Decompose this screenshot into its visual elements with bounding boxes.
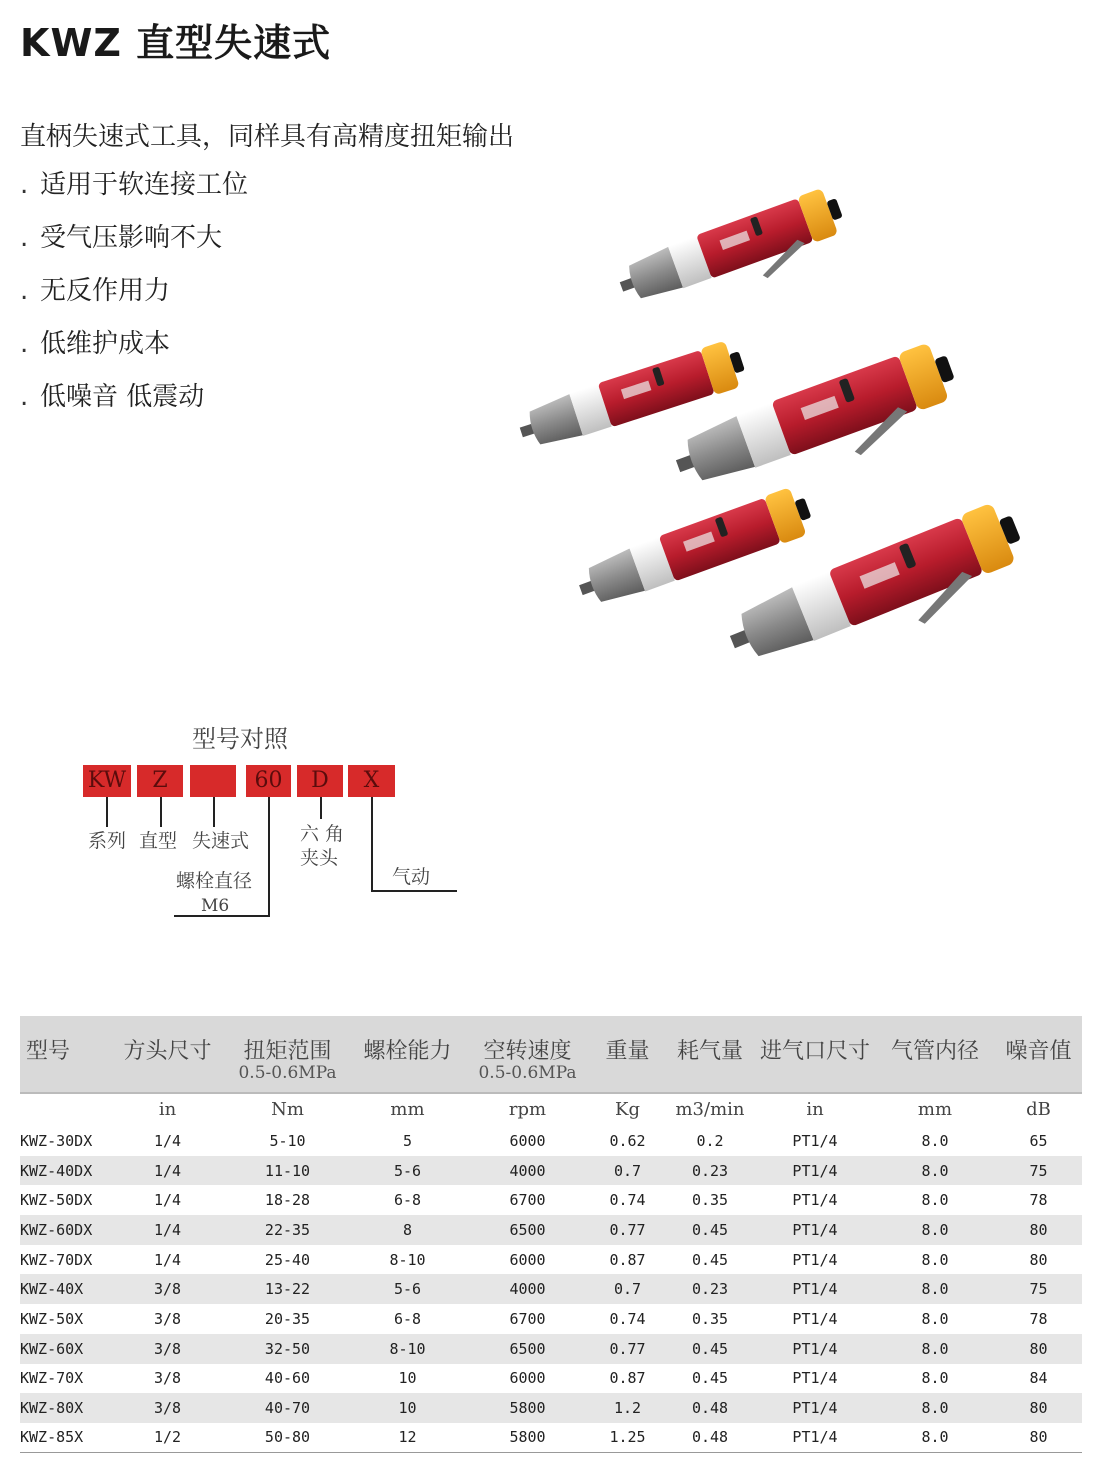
table-row [20,1245,1082,1275]
table-cell: 0.74 [590,1304,665,1334]
table-cell: 80 [995,1423,1082,1453]
label-air: 气动 [392,866,431,888]
table-cell: 0.2 [665,1126,755,1156]
column-header: 螺栓能力 [350,1016,465,1093]
table-cell: 0.45 [665,1245,755,1275]
column-header: 耗气量 [665,1016,755,1093]
table-row [20,1274,1082,1304]
table-cell: 5-6 [350,1156,465,1186]
table-cell: 5-10 [225,1126,350,1156]
bullet: . [20,329,29,359]
connector-line [213,797,215,827]
table-cell: 8 [350,1215,465,1245]
table-cell: 0.7 [590,1274,665,1304]
table-cell: 12 [350,1423,465,1453]
table-cell: 50-80 [225,1423,350,1453]
table-cell: 0.62 [590,1126,665,1156]
table-cell: 5800 [465,1393,590,1423]
table-cell: 8.0 [875,1185,995,1215]
table-cell: 0.45 [665,1215,755,1245]
table-cell: 6000 [465,1245,590,1275]
table-cell: KWZ-50X [20,1304,110,1334]
table-cell: 6500 [465,1334,590,1364]
table-row [20,1185,1082,1215]
table-cell: 22-35 [225,1215,350,1245]
label-bolt-value: M6 [201,896,230,916]
unit-cell: Nm [225,1093,350,1126]
table-row [20,1156,1082,1186]
table-cell: 6000 [465,1364,590,1394]
table-cell: KWZ-60DX [20,1215,110,1245]
table-cell: 6-8 [350,1185,465,1215]
model-code-diagram [80,715,500,935]
table-cell: 0.74 [590,1185,665,1215]
table-cell: 1/4 [110,1215,225,1245]
feature-text: 低维护成本 [40,329,171,359]
table-header-row [20,1016,1082,1093]
table-cell: 84 [995,1364,1082,1394]
table-cell: 0.35 [665,1304,755,1334]
table-cell: 6700 [465,1304,590,1334]
bullet: . [20,223,29,253]
connector-line [320,797,322,819]
table-cell: KWZ-70DX [20,1245,110,1275]
table-cell: 4000 [465,1274,590,1304]
table-cell: 1/4 [110,1245,225,1275]
table-cell: PT1/4 [755,1423,875,1453]
table-cell: 0.23 [665,1274,755,1304]
table-cell: KWZ-50DX [20,1185,110,1215]
table-cell: 6-8 [350,1304,465,1334]
intro-text: 直柄失速式工具，同样具有高精度扭矩输出 [20,122,515,152]
column-header: 型号 [20,1016,110,1093]
connector-line [160,797,162,827]
table-cell: 8.0 [875,1423,995,1453]
table-cell: 0.87 [590,1245,665,1275]
table-body [20,1126,1082,1453]
table-cell: 8.0 [875,1334,995,1364]
table-row [20,1304,1082,1334]
feature-item [20,274,248,327]
table-cell: 78 [995,1304,1082,1334]
tool-image-1 [613,185,854,327]
bullet: . [20,276,29,306]
table-cell: 75 [995,1274,1082,1304]
code-box-air: X [348,765,395,797]
column-header: 方头尺寸 [110,1016,225,1093]
table-cell: 25-40 [225,1245,350,1275]
unit-cell: in [110,1093,225,1126]
table-cell: 0.87 [590,1364,665,1394]
table-cell: 0.35 [665,1185,755,1215]
table-cell: 8.0 [875,1215,995,1245]
table-cell: KWZ-60X [20,1334,110,1364]
table-cell: PT1/4 [755,1393,875,1423]
table-cell: 5-6 [350,1274,465,1304]
unit-cell [20,1093,110,1126]
table-cell: 8.0 [875,1274,995,1304]
table-cell: 8.0 [875,1304,995,1334]
table-unit-row [20,1093,1082,1126]
table-cell: 4000 [465,1156,590,1186]
label-hex-2: 夹头 [300,847,339,869]
table-cell: 0.45 [665,1334,755,1364]
table-cell: 0.48 [665,1423,755,1453]
table-cell: 65 [995,1126,1082,1156]
feature-item [20,168,248,221]
table-cell: 3/8 [110,1393,225,1423]
table-cell: 18-28 [225,1185,350,1215]
table-cell: 80 [995,1215,1082,1245]
table-cell: 0.45 [665,1364,755,1394]
table-cell: 0.7 [590,1156,665,1186]
bullet: . [20,382,29,412]
table-cell: KWZ-40X [20,1274,110,1304]
table-cell: 8.0 [875,1156,995,1186]
table-cell: 1.25 [590,1423,665,1453]
table-cell: 1.2 [590,1393,665,1423]
table-cell: 0.77 [590,1334,665,1364]
label-bolt: 螺栓直径 [176,870,253,892]
table-cell: KWZ-80X [20,1393,110,1423]
feature-text: 低噪音 低震动 [40,382,205,412]
table-cell: 3/8 [110,1304,225,1334]
table-cell: 80 [995,1334,1082,1364]
table-row [20,1364,1082,1394]
table-cell: 8.0 [875,1364,995,1394]
table-row [20,1423,1082,1453]
table-cell: 3/8 [110,1274,225,1304]
bullet: . [20,170,29,200]
unit-cell: dB [995,1093,1082,1126]
table-cell: 8.0 [875,1126,995,1156]
table-cell: 5800 [465,1423,590,1453]
table-cell: 8.0 [875,1245,995,1275]
table-cell: 0.48 [665,1393,755,1423]
feature-item [20,380,248,433]
table-cell: PT1/4 [755,1334,875,1364]
table-cell: 6700 [465,1185,590,1215]
table-cell: PT1/4 [755,1304,875,1334]
table-cell: 0.77 [590,1215,665,1245]
feature-item [20,221,248,274]
diagram-title: 型号对照 [192,725,288,753]
table-cell: PT1/4 [755,1185,875,1215]
table-cell: 1/4 [110,1156,225,1186]
unit-cell: m3/min [665,1093,755,1126]
table-cell: 80 [995,1393,1082,1423]
unit-cell: Kg [590,1093,665,1126]
feature-text: 受气压影响不大 [40,223,223,253]
label-stall: 失速式 [192,830,250,852]
table-cell: KWZ-40DX [20,1156,110,1186]
table-cell: 3/8 [110,1364,225,1394]
column-header: 气管内径 [875,1016,995,1093]
table-cell: PT1/4 [755,1245,875,1275]
code-box-series: KW [83,765,131,797]
table-cell: 40-60 [225,1364,350,1394]
connector-line [371,890,457,892]
table-cell: 78 [995,1185,1082,1215]
column-subheader: 0.5-0.6MPa [238,1063,337,1083]
connector-line [106,797,108,827]
table-cell: 1/4 [110,1185,225,1215]
table-cell: 32-50 [225,1334,350,1364]
feature-list [20,168,248,433]
table-cell: PT1/4 [755,1126,875,1156]
label-hex-1: 六 角 [300,823,345,845]
column-header: 重量 [590,1016,665,1093]
table-cell: 75 [995,1156,1082,1186]
table-cell: 8.0 [875,1393,995,1423]
table-cell: PT1/4 [755,1364,875,1394]
spec-table [20,1016,1082,1453]
column-header: 扭矩范围 0.5-0.6MPa [225,1016,350,1093]
table-cell: 8-10 [350,1245,465,1275]
table-row [20,1393,1082,1423]
table-cell: 10 [350,1393,465,1423]
table-cell: 13-22 [225,1274,350,1304]
table-cell: 5 [350,1126,465,1156]
unit-cell: mm [875,1093,995,1126]
label-series: 系列 [88,830,127,852]
table-cell: KWZ-70X [20,1364,110,1394]
unit-cell: in [755,1093,875,1126]
connector-line [268,797,270,915]
feature-text: 适用于软连接工位 [40,170,249,200]
table-cell: KWZ-30DX [20,1126,110,1156]
code-box-hex: D [297,765,343,797]
table-row [20,1126,1082,1156]
table-cell: PT1/4 [755,1215,875,1245]
table-cell: 6000 [465,1126,590,1156]
table-row [20,1334,1082,1364]
column-header: 噪音值 [995,1016,1082,1093]
product-photo [495,180,1095,680]
feature-item [20,327,248,380]
table-cell: 6500 [465,1215,590,1245]
table-row [20,1215,1082,1245]
table-cell: PT1/4 [755,1274,875,1304]
table-cell: KWZ-85X [20,1423,110,1453]
column-header: 进气口尺寸 [755,1016,875,1093]
table-cell: 1/4 [110,1126,225,1156]
table-cell: 3/8 [110,1334,225,1364]
code-box-stall [190,765,236,797]
column-header: 空转速度 0.5-0.6MPa [465,1016,590,1093]
table-cell: PT1/4 [755,1156,875,1186]
unit-cell: mm [350,1093,465,1126]
table-cell: 8-10 [350,1334,465,1364]
feature-text: 无反作用力 [40,276,171,306]
table-cell: 0.23 [665,1156,755,1186]
table-cell: 10 [350,1364,465,1394]
label-straight: 直型 [139,830,178,852]
table-cell: 40-70 [225,1393,350,1423]
column-subheader: 0.5-0.6MPa [478,1063,577,1083]
table-cell: 11-10 [225,1156,350,1186]
connector-line [371,797,373,892]
unit-cell: rpm [465,1093,590,1126]
table-cell: 20-35 [225,1304,350,1334]
table-cell: 1/2 [110,1423,225,1453]
code-box-type: Z [137,765,183,797]
code-box-bolt: 60 [246,765,291,797]
page-title: KWZ 直型失速式 [20,21,332,65]
table-cell: 80 [995,1245,1082,1275]
